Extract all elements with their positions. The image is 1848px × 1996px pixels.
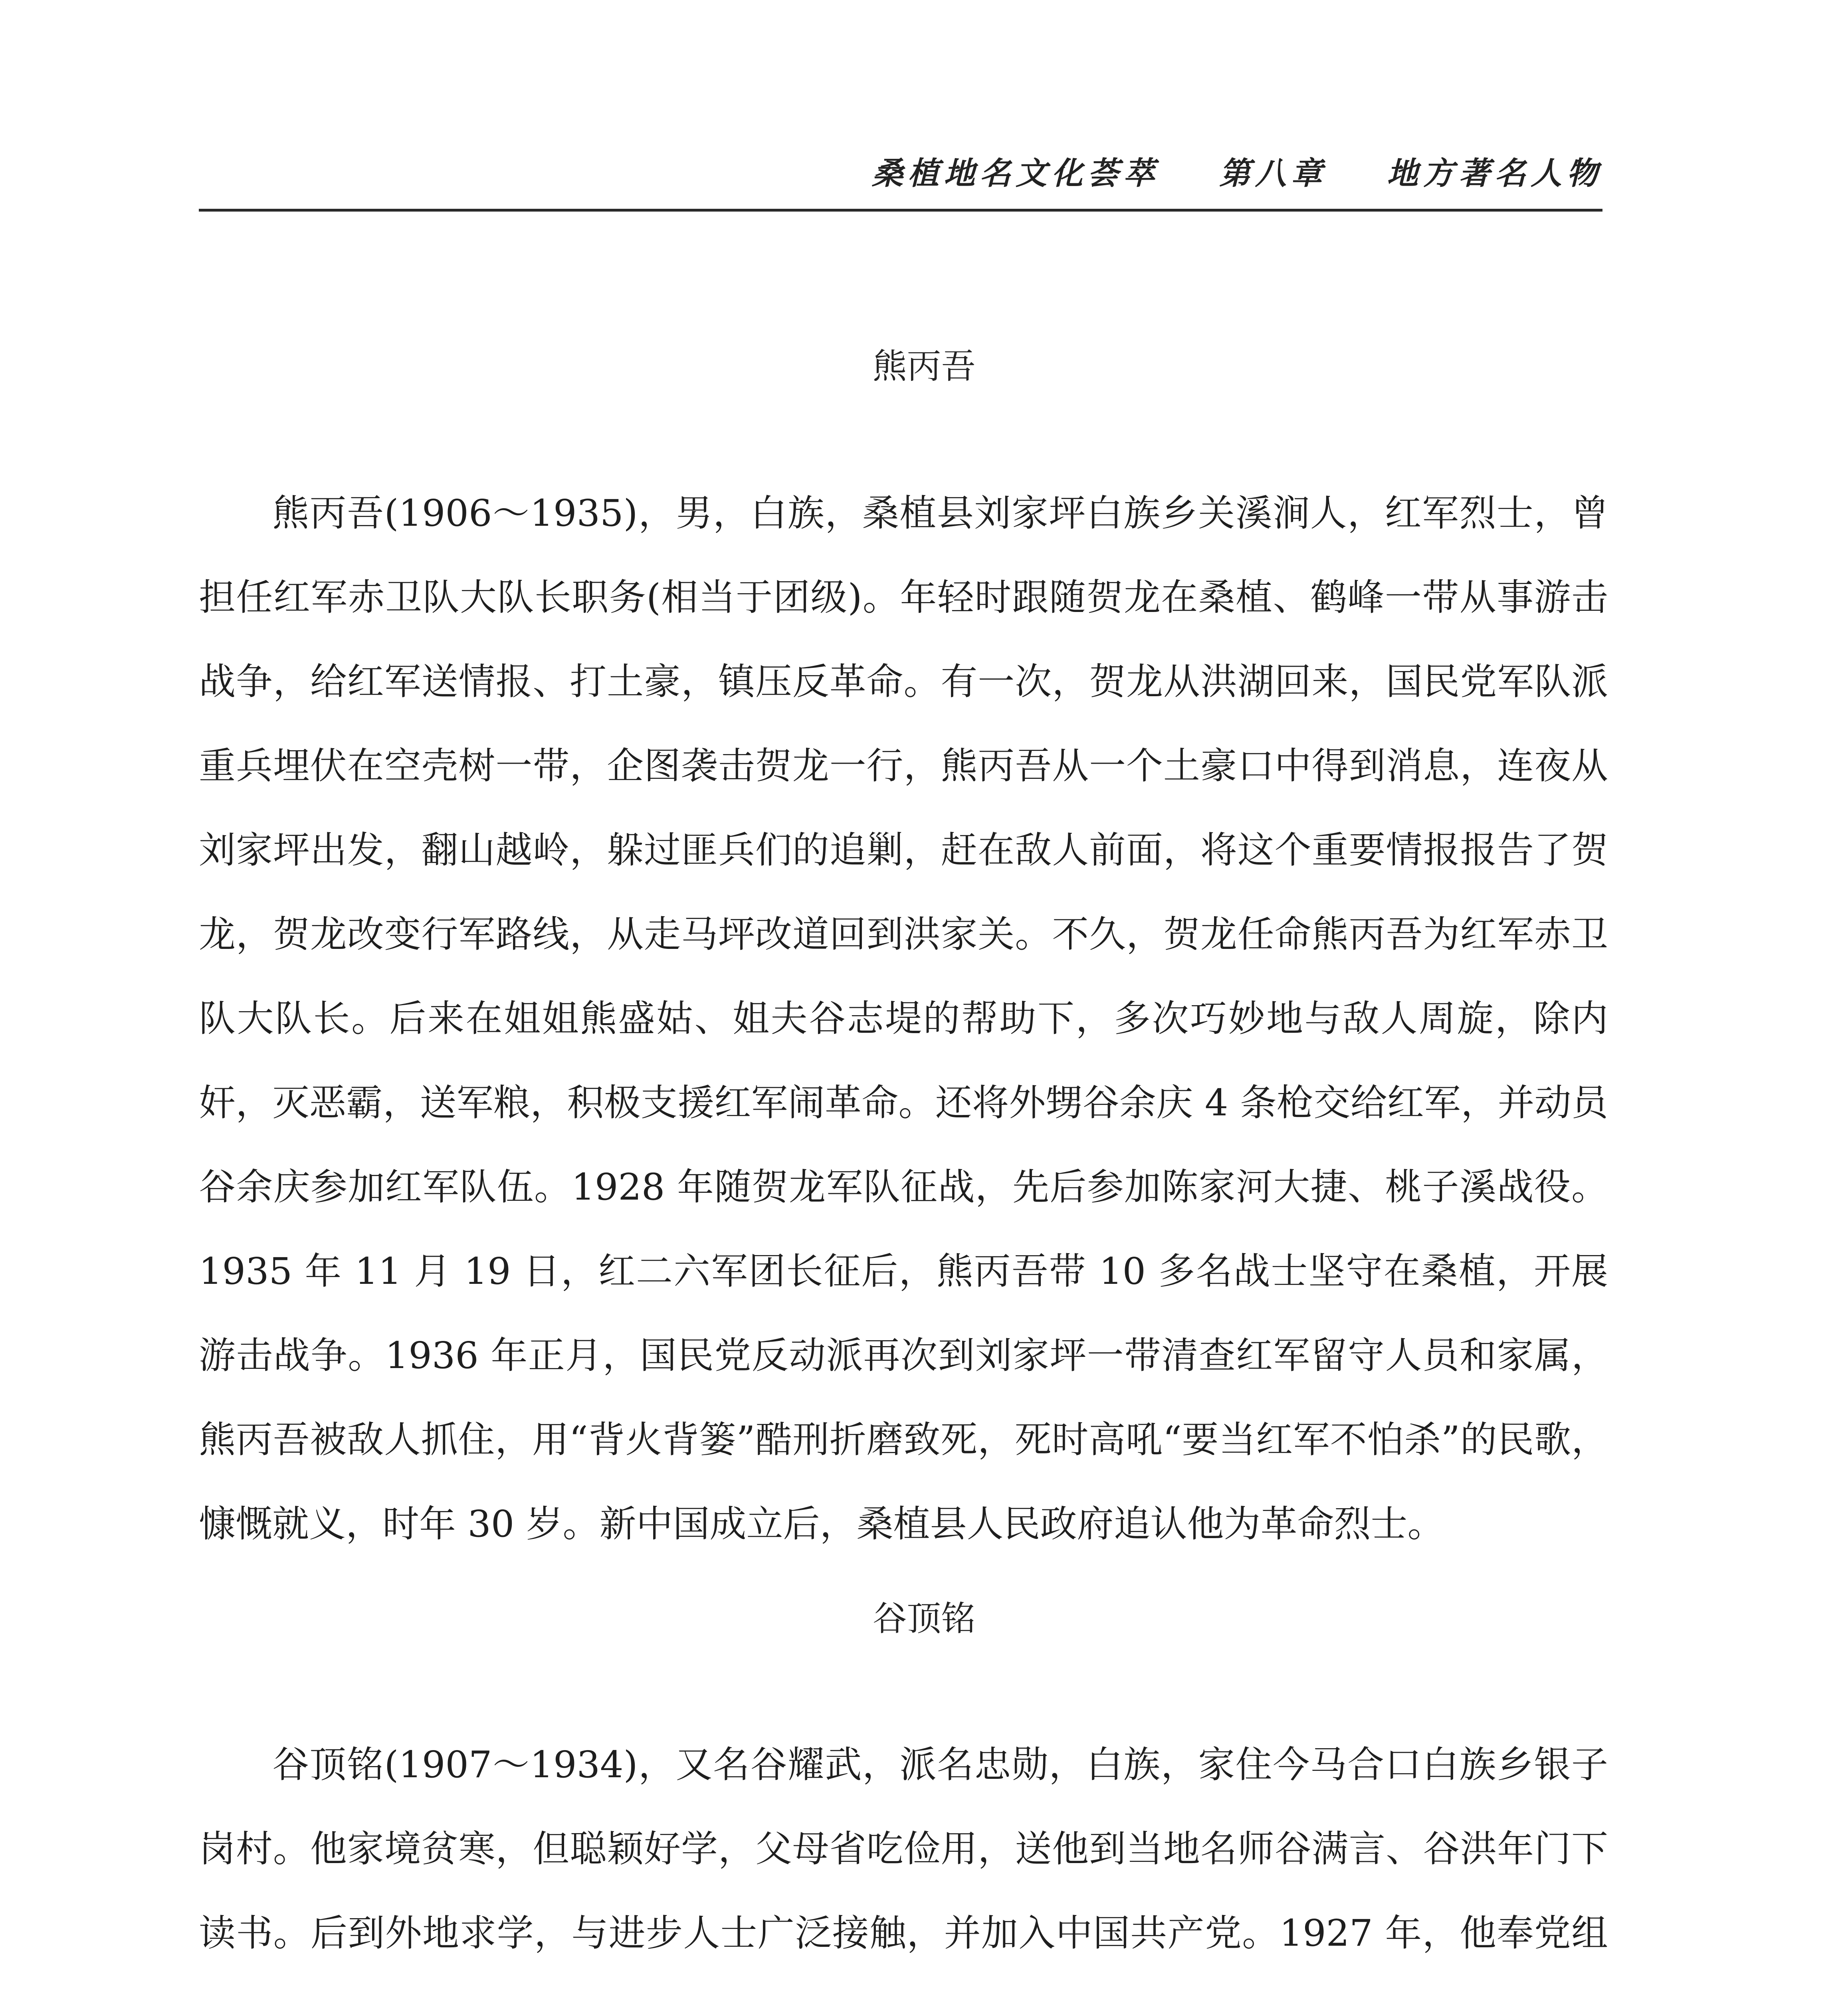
header-chapter: 第八章	[1219, 155, 1327, 192]
header-chapter-title: 地方著名人物	[1386, 155, 1602, 192]
header-book-title: 桑植地名文化荟萃	[872, 155, 1159, 192]
running-header	[872, 149, 1602, 193]
section-body-xiong-bingwu: 熊丙吾(1906～1935)，男，白族，桑植县刘家坪白族乡关溪涧人，红军烈士，曾担任红军赤卫队大队长职务(相当于团级)。年轻时跟随贺龙在桑植、鹤峰一带从事游击战争，给红军送情报、打土豪，镇压反革命。有一次，贺龙从洪湖回来，国民党军队派重兵埋伏在空壳树一带，企图袭击贺龙一行，熊丙吾从一个土豪口中得到消息，连夜从刘家坪出发，翻山越岭，躲过匪兵们的追剿，赶在敌人前面，将这个重要情报报告了贺龙，贺龙改变行军路线，从走马坪改道回到洪家关。不久，贺龙任命熊丙吾为红军赤卫队大队长。后来在姐姐熊盛姑、姐夫谷志堤的帮助下，多次巧妙地与敌人周旋，除内奸，灭恶霸，送军粮，积极支援红军闹革命。还将外甥谷余庆 4 条枪交给红军，并动员谷余庆参加红军队伍。1928 年随贺龙军队征战，先后参加陈家河大捷、桃子溪战役。1935 年 11 月 19 日，红二六军团长征后，熊丙吾带 10 多名战士坚守在桑植，开展游击战争。1936 年正月，国民党反动派再次到刘家坪一带清查红军留守人员和家属，熊丙吾被敌人抓住，用“背火背篓”酷刑折磨致死，死时高吼“要当红军不怕杀”的民歌，慷慨就义，时年 30 岁。新中国成立后，桑植县人民政府追认他为革命烈士。	[199, 492, 1608, 1545]
section-body-gu-dingming: 谷顶铭(1907～1934)，又名谷耀武，派名忠勋，白族，家住今马合口白族乡银子岗村。他家境贫寒，但聪颖好学，父母省吃俭用，送他到当地名师谷满言、谷洪年门下读书。后到外地求学，与进步人士广泛接触，并加入中国共产党。1927 年，他奉党组	[199, 1743, 1608, 1954]
header-rule	[199, 209, 1602, 212]
section-title-gu-dingming: 谷顶铭	[872, 1599, 976, 1639]
section-title-xiong-bingwu: 熊丙吾	[872, 347, 976, 386]
